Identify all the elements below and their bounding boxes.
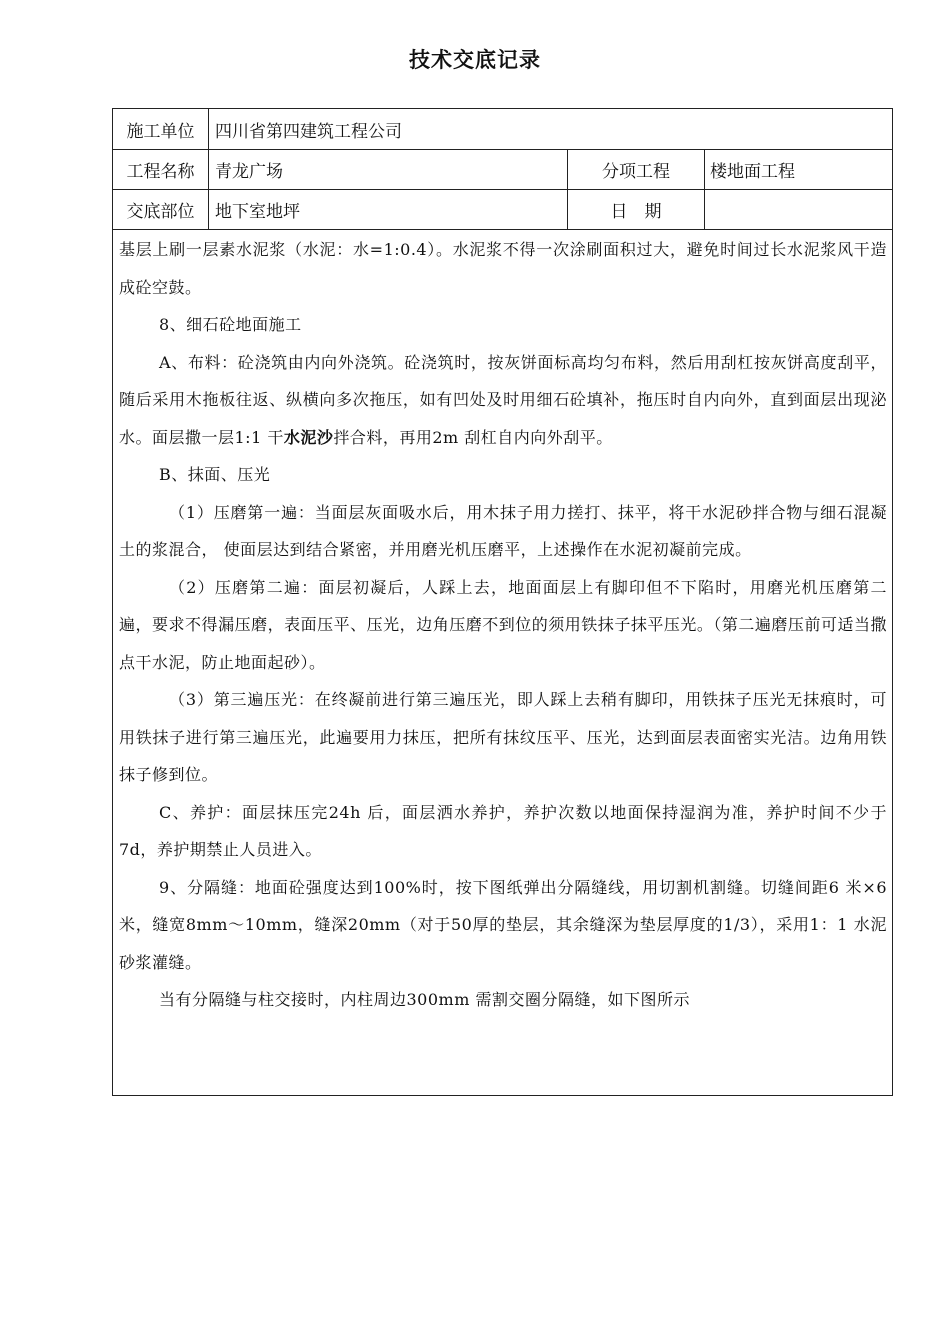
- project-label: 工程名称: [126, 162, 195, 182]
- subitem-label: 分项工程: [567, 150, 704, 189]
- paragraph-second-pass: （2）压磨第二遍：面层初凝后，人踩上去，地面面层上有脚印但不下陷时，用磨光机压磨第二遍，要求不得漏压磨，表面压平、压光，边角压磨不到位的须用铁抹子抹平压光。（第二遍磨压前可适当撒点干水泥，防止地面起砂）。: [119, 577, 887, 672]
- row-location: [113, 190, 892, 230]
- unit-value: 四川省第四建筑工程公司: [208, 109, 892, 149]
- project-value: 青龙广场: [208, 150, 567, 189]
- page-title: 技术交底记录: [409, 48, 541, 72]
- distribution-text-a: A、布料：砼浇筑由内向外浇筑。砼浇筑时，按灰饼面标高均匀布料，然后用刮杠按灰饼高度刮平，随后采用木拖板往返、纵横向多次拖压，如有凹处及时用细石砼填补，拖压时自内向外，直到面层出现泌水。面层撒一层1:1 干: [119, 352, 887, 447]
- heading-fine-concrete: 8、细石砼地面施工: [159, 315, 302, 334]
- disclosure-content: [113, 231, 892, 1019]
- paragraph-third-pass: （3）第三遍压光：在终凝前进行第三遍压光，即人踩上去稍有脚印，用铁抹子压光无抹痕时，可用铁抹子进行第三遍压光，此遍要用力抹压，把所有抹纹压平、压光，达到面层表面密实光洁。边角用铁抹子修到位。: [119, 690, 887, 784]
- heading-finishing: B、抹面、压光: [159, 465, 271, 484]
- date-value: [704, 190, 892, 229]
- paragraph-first-pass: （1）压磨第一遍：当面层灰面吸水后，用木抹子用力搓打、抹平，将干水泥砂拌合物与细石混凝土的浆混合， 使面层达到结合紧密，并用磨光机压磨平，上述操作在水泥初凝前完成。: [119, 502, 887, 559]
- paragraph-column-joints: 当有分隔缝与柱交接时，内柱周边300mm 需割交圈分隔缝，如下图所示: [159, 990, 690, 1009]
- distribution-text-c: 拌合料，再用2m 刮杠自内向外刮平。: [333, 427, 613, 447]
- distribution-text-bold: 水泥沙: [283, 427, 334, 447]
- row-project-name: [113, 150, 892, 190]
- row-construction-unit: [113, 109, 892, 150]
- unit-label: 施工单位: [126, 121, 195, 142]
- paragraph-curing: C、养护：面层抹压完24h 后，面层洒水养护，养护次数以地面保持湿润为准，养护时间不少于7d，养护期禁止人员进入。: [119, 802, 887, 859]
- disclosure-form: [112, 108, 893, 1096]
- paragraph-distribution: [119, 344, 887, 457]
- subitem-value: 楼地面工程: [704, 150, 892, 189]
- location-label: 交底部位: [126, 202, 195, 222]
- date-label: 日 期: [567, 190, 704, 229]
- paragraph-joints: 9、分隔缝：地面砼强度达到100%时，按下图纸弹出分隔缝线，用切割机割缝。切缝间距6 米×6 米，缝宽8mm～10mm，缝深20mm（对于50厚的垫层，其余缝深为垫层厚度的1/3），采用1：1 水泥砂浆灌缝。: [119, 877, 887, 972]
- location-value: 地下室地坪: [208, 190, 567, 229]
- paragraph-base-coat: 基层上刷一层素水泥浆（水泥：水=1:0.4）。水泥浆不得一次涂刷面积过大，避免时间过长水泥浆风干造成砼空鼓。: [119, 240, 887, 297]
